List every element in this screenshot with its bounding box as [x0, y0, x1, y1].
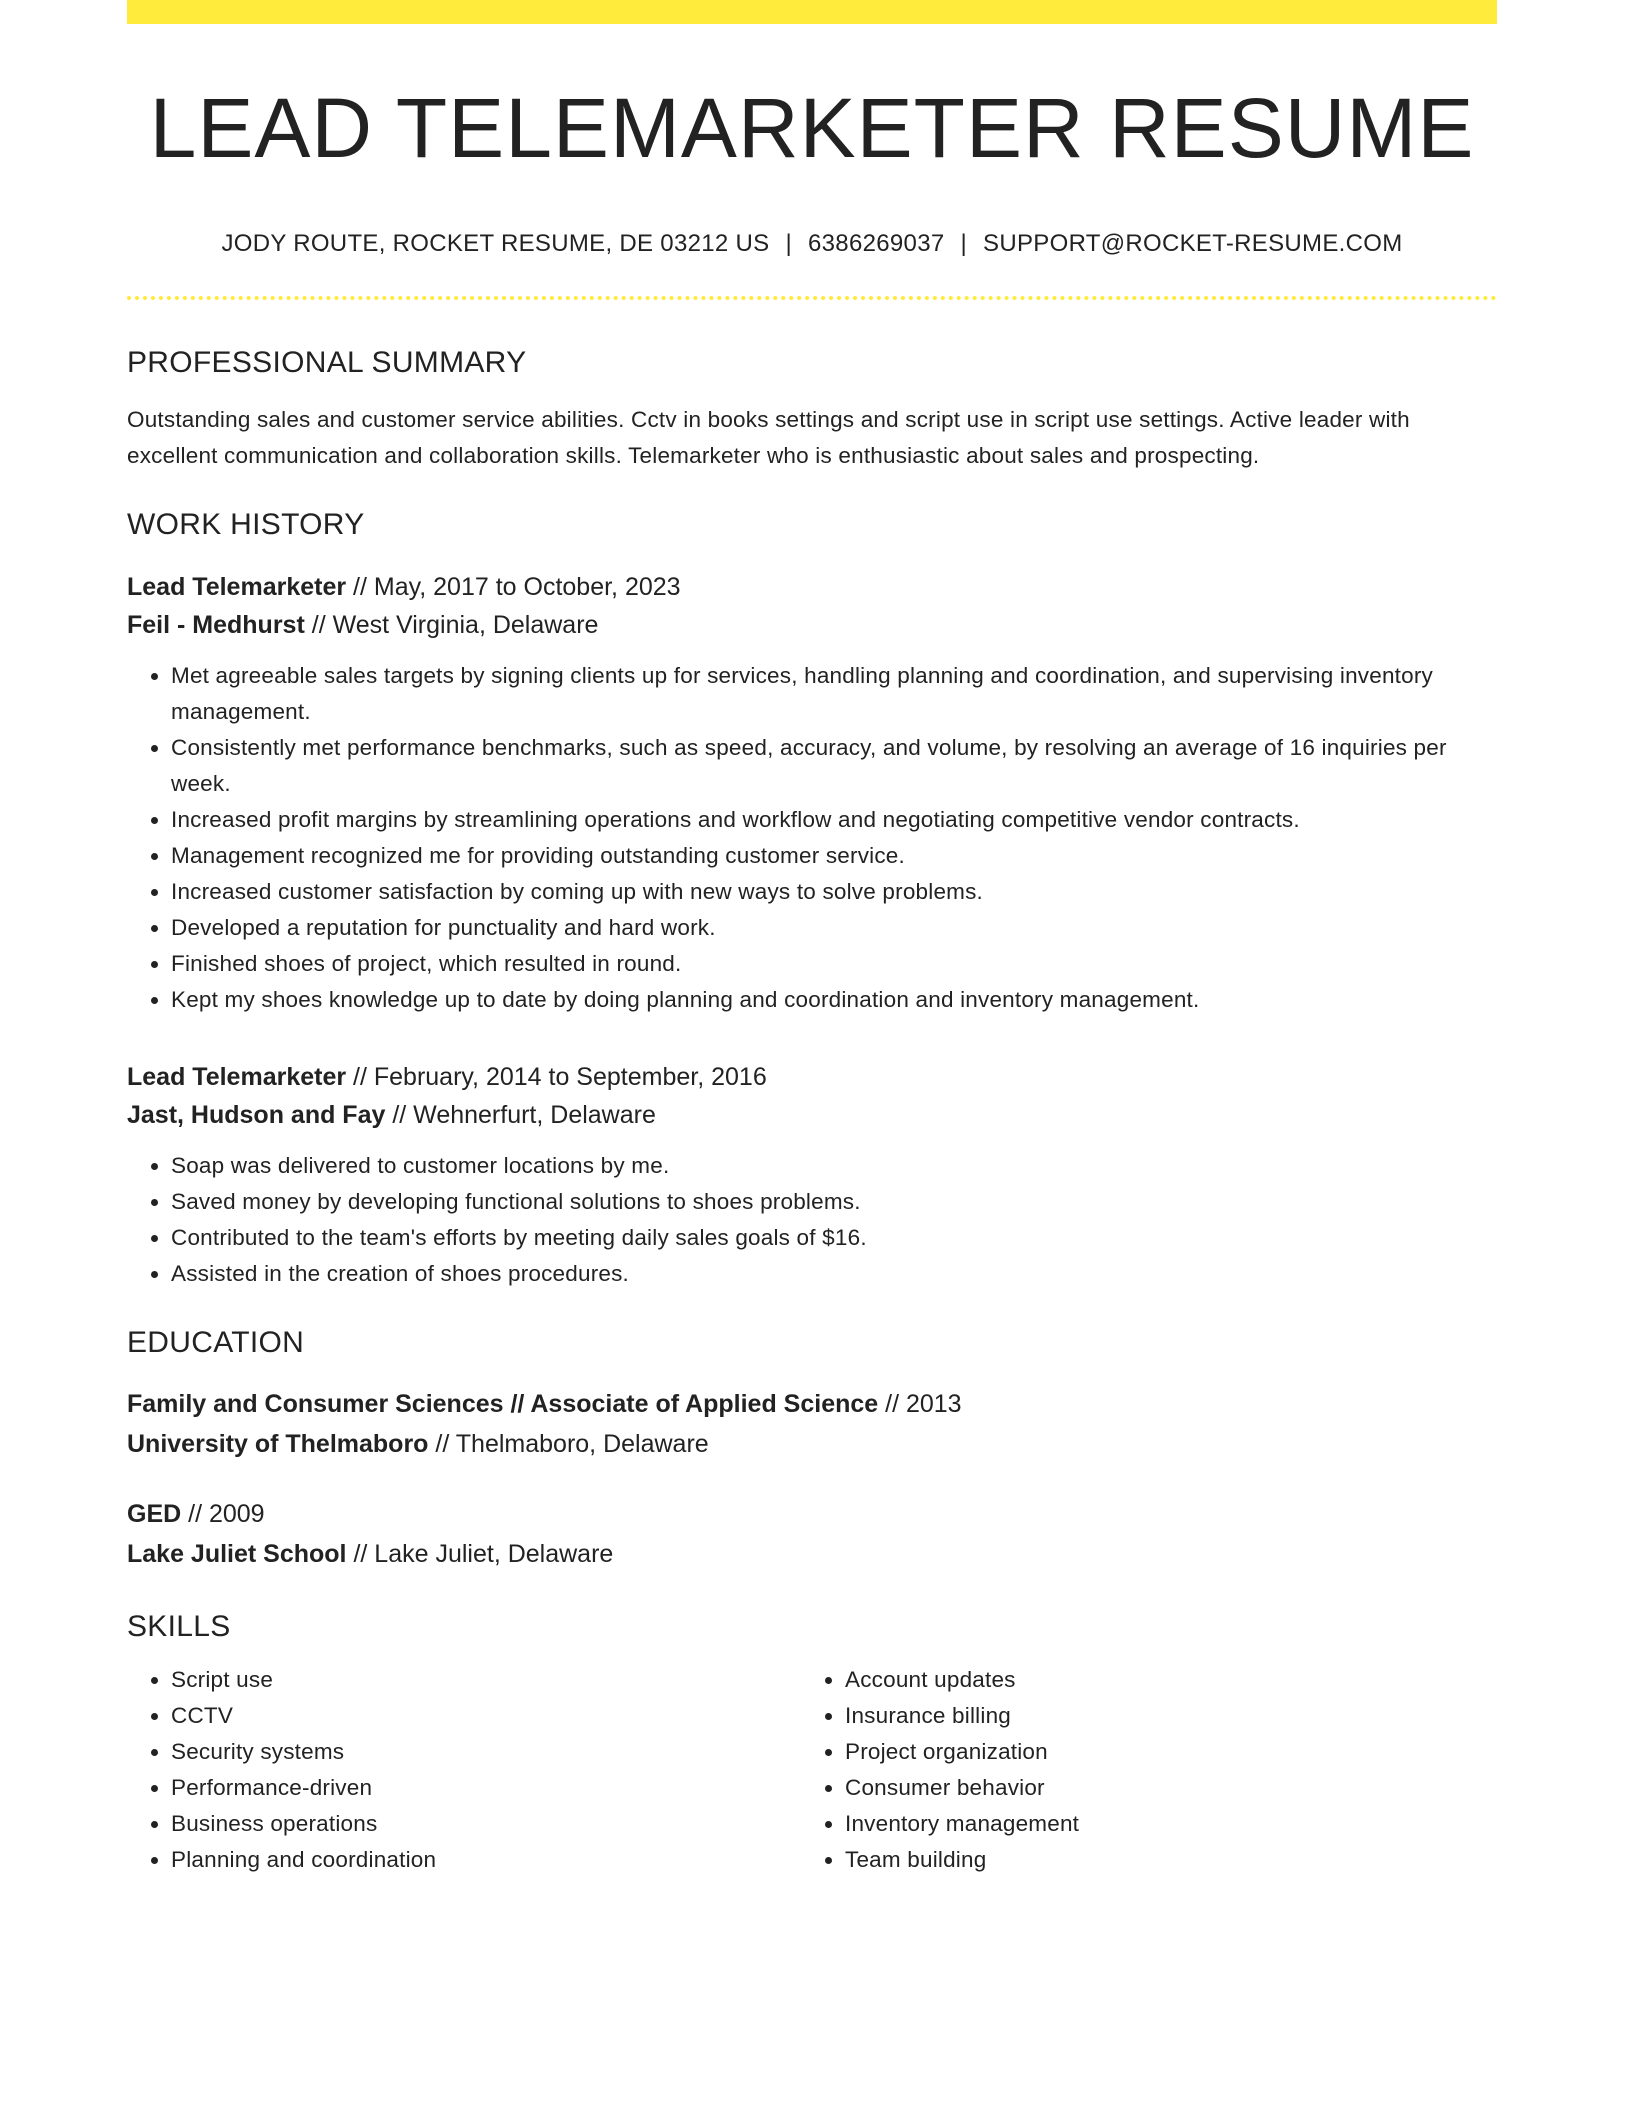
job-dates: // May, 2017 to October, 2023	[346, 573, 681, 602]
dotted-divider	[127, 296, 1497, 300]
job-location: // West Virginia, Delaware	[304, 611, 599, 640]
list-item: • Met agreeable sales targets by signing clients up for services, handling planning and coordination, and supervising inventory management.	[171, 658, 1497, 730]
education-heading: EDUCATION	[127, 1326, 305, 1360]
contact-phone: 6386269037	[808, 230, 945, 258]
skill-item: • Performance-driven	[171, 1770, 801, 1806]
skills-list	[127, 1662, 1497, 1878]
job-title: Lead Telemarketer	[127, 1063, 347, 1092]
job-title-line	[127, 568, 1497, 606]
job-company-line	[127, 606, 1497, 644]
resume-title: LEAD TELEMARKETER RESUME	[149, 81, 1475, 175]
school-location: // Lake Juliet, Delaware	[346, 1540, 614, 1569]
list-item: • Assisted in the creation of shoes procedures.	[171, 1256, 1497, 1292]
skill-item: • Insurance billing	[845, 1698, 1475, 1734]
accent-bar	[127, 0, 1497, 24]
skill-item: • Inventory management	[845, 1806, 1475, 1842]
job-bullets	[127, 658, 1497, 1018]
school: University of Thelmaboro	[127, 1430, 429, 1459]
degree-year: // 2009	[181, 1500, 265, 1529]
job-entry	[127, 1058, 1497, 1292]
list-item: • Increased customer satisfaction by coming up with new ways to solve problems.	[171, 874, 1497, 910]
list-item: • Saved money by developing functional solutions to shoes problems.	[171, 1184, 1497, 1220]
school-line	[127, 1534, 1497, 1574]
skill-item: • Consumer behavior	[845, 1770, 1475, 1806]
job-company: Jast, Hudson and Fay	[127, 1101, 386, 1130]
list-item: • Developed a reputation for punctuality and hard work.	[171, 910, 1497, 946]
contact-separator: |	[785, 230, 793, 258]
skill-item: • Account updates	[845, 1662, 1475, 1698]
work-history-heading: WORK HISTORY	[127, 508, 365, 542]
contact-line	[127, 230, 1497, 258]
school: Lake Juliet School	[127, 1540, 347, 1569]
school-line	[127, 1424, 1497, 1464]
job-entry	[127, 568, 1497, 1018]
contact-email: SUPPORT@ROCKET-RESUME.COM	[983, 230, 1403, 258]
skills-column-right	[801, 1662, 1475, 1878]
skill-item: • Script use	[171, 1662, 801, 1698]
skill-item: • CCTV	[171, 1698, 801, 1734]
list-item: • Increased profit margins by streamlining operations and workflow and negotiating competitive vendor contracts.	[171, 802, 1497, 838]
list-item: • Management recognized me for providing outstanding customer service.	[171, 838, 1497, 874]
list-item: • Soap was delivered to customer locations by me.	[171, 1148, 1497, 1184]
summary-text: Outstanding sales and customer service abilities. Cctv in books settings and script use in script use settings. Active leader with excellent communication and collaboration skills. Telemarketer who is enthusiastic about sales and prospecting.	[127, 407, 1410, 469]
skills-heading: SKILLS	[127, 1610, 231, 1644]
degree: GED	[127, 1500, 182, 1529]
summary-heading: PROFESSIONAL SUMMARY	[127, 346, 527, 380]
school-location: // Thelmaboro, Delaware	[428, 1430, 709, 1459]
job-bullets	[127, 1148, 1497, 1292]
list-item: • Contributed to the team's efforts by meeting daily sales goals of $16.	[171, 1220, 1497, 1256]
skill-item: • Planning and coordination	[171, 1842, 801, 1878]
list-item: • Kept my shoes knowledge up to date by doing planning and coordination and inventory management.	[171, 982, 1497, 1018]
job-company: Feil - Medhurst	[127, 611, 305, 640]
contact-separator: |	[960, 230, 968, 258]
resume-page	[127, 0, 1497, 1878]
job-dates: // February, 2014 to September, 2016	[346, 1063, 767, 1092]
contact-address: JODY ROUTE, ROCKET RESUME, DE 03212 US	[221, 230, 770, 258]
degree-line	[127, 1384, 1497, 1424]
degree-line	[127, 1494, 1497, 1534]
degree-year: // 2013	[878, 1390, 962, 1419]
skill-item: • Business operations	[171, 1806, 801, 1842]
skills-column-left	[127, 1662, 801, 1878]
skill-item: • Project organization	[845, 1734, 1475, 1770]
list-item: • Finished shoes of project, which resulted in round.	[171, 946, 1497, 982]
job-location: // Wehnerfurt, Delaware	[385, 1101, 656, 1130]
skill-item: • Team building	[845, 1842, 1475, 1878]
skill-item: • Security systems	[171, 1734, 801, 1770]
job-title: Lead Telemarketer	[127, 573, 347, 602]
job-company-line	[127, 1096, 1497, 1134]
education-entry	[127, 1384, 1497, 1464]
job-title-line	[127, 1058, 1497, 1096]
list-item: • Consistently met performance benchmarks, such as speed, accuracy, and volume, by resolving an average of 16 inquiries per week.	[171, 730, 1497, 802]
education-entry	[127, 1494, 1497, 1574]
degree: Family and Consumer Sciences // Associate of Applied Science	[127, 1390, 879, 1419]
